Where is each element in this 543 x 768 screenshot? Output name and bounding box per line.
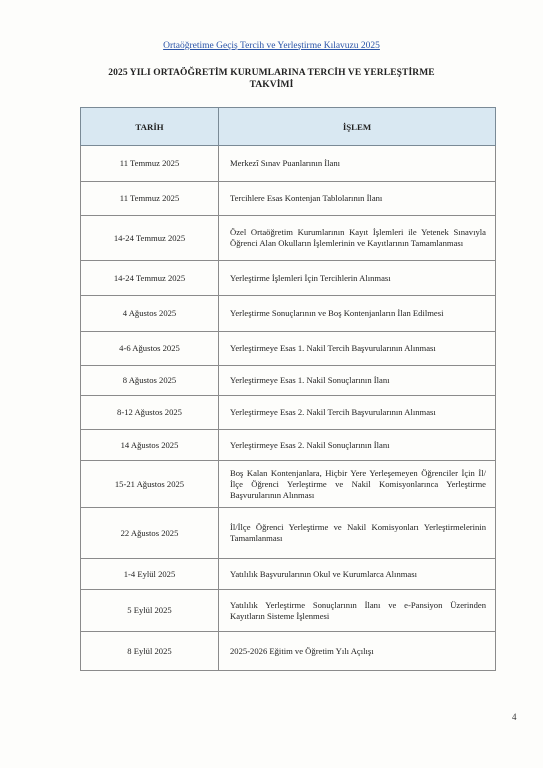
row-date: 22 Ağustos 2025 [81, 508, 219, 559]
row-operation: Özel Ortaöğretim Kurumlarının Kayıt İşlemleri ile Yetenek Sınavıyla Öğrenci Alan Okulların İşlemlerinin ve Kayıtlarının Tamamlanması [219, 216, 496, 261]
page-number: 4 [512, 712, 517, 722]
row-operation: Boş Kalan Kontenjanlara, Hiçbir Yere Yerleşemeyen Öğrenciler İçin İl/İlçe Öğrenci Yerleştirme ve Nakil Komisyonlarınca Yerleştirme Başvurularının Alınması [219, 461, 496, 508]
row-date: 11 Temmuz 2025 [81, 182, 219, 216]
table-row [81, 632, 496, 671]
table-row [81, 461, 496, 508]
table-row [81, 559, 496, 590]
table-row [81, 182, 496, 216]
row-operation: Tercihlere Esas Kontenjan Tablolarının İlanı [219, 182, 496, 216]
row-operation: Yerleştirmeye Esas 2. Nakil Tercih Başvurularının Alınması [219, 396, 496, 430]
table-row [81, 296, 496, 332]
row-operation: Yatılılık Başvurularının Okul ve Kurumlarca Alınması [219, 559, 496, 590]
row-date: 14-24 Temmuz 2025 [81, 216, 219, 261]
title-line-1: 2025 YILI ORTAÖĞRETİM KURUMLARINA TERCİH VE YERLEŞTİRME [108, 68, 435, 78]
row-date: 8 Eylül 2025 [81, 632, 219, 671]
table-row [81, 590, 496, 632]
table-row [81, 430, 496, 461]
table-row [81, 261, 496, 296]
calendar-table [80, 107, 496, 671]
row-date: 1-4 Eylül 2025 [81, 559, 219, 590]
row-date: 11 Temmuz 2025 [81, 146, 219, 182]
table-row [81, 146, 496, 182]
table-row [81, 366, 496, 396]
row-operation: Yerleştirmeye Esas 2. Nakil Sonuçlarının İlanı [219, 430, 496, 461]
table-row [81, 332, 496, 366]
row-date: 14-24 Temmuz 2025 [81, 261, 219, 296]
row-date: 8-12 Ağustos 2025 [81, 396, 219, 430]
header-operation: İŞLEM [219, 108, 496, 146]
row-operation: Yerleştirme İşlemleri İçin Tercihlerin Alınması [219, 261, 496, 296]
row-operation: Yerleştirmeye Esas 1. Nakil Tercih Başvurularının Alınması [219, 332, 496, 366]
row-date: 5 Eylül 2025 [81, 590, 219, 632]
row-date: 4 Ağustos 2025 [81, 296, 219, 332]
header-date: TARİH [81, 108, 219, 146]
row-date: 15-21 Ağustos 2025 [81, 461, 219, 508]
row-operation: Yerleştirmeye Esas 1. Nakil Sonuçlarının İlanı [219, 366, 496, 396]
row-operation: Yatılılık Yerleştirme Sonuçlarının İlanı ve e-Pansiyon Üzerinden Kayıtların Sisteme İşlenmesi [219, 590, 496, 632]
row-operation: Yerleştirme Sonuçlarının ve Boş Kontenjanların İlan Edilmesi [219, 296, 496, 332]
row-operation: 2025-2026 Eğitim ve Öğretim Yılı Açılışı [219, 632, 496, 671]
row-date: 8 Ağustos 2025 [81, 366, 219, 396]
table-row [81, 396, 496, 430]
table-row [81, 216, 496, 261]
table-row [81, 508, 496, 559]
row-operation: İl/İlçe Öğrenci Yerleştirme ve Nakil Komisyonları Yerleştirmelerinin Tamamlanması [219, 508, 496, 559]
row-date: 4-6 Ağustos 2025 [81, 332, 219, 366]
document-title [60, 67, 483, 91]
guide-header-link[interactable]: Ortaöğretime Geçiş Tercih ve Yerleştirme Kılavuzu 2025 [163, 41, 380, 51]
title-line-2: TAKVİMİ [249, 80, 294, 90]
row-operation: Merkezî Sınav Puanlarının İlanı [219, 146, 496, 182]
row-date: 14 Ağustos 2025 [81, 430, 219, 461]
table-header-row [81, 108, 496, 146]
